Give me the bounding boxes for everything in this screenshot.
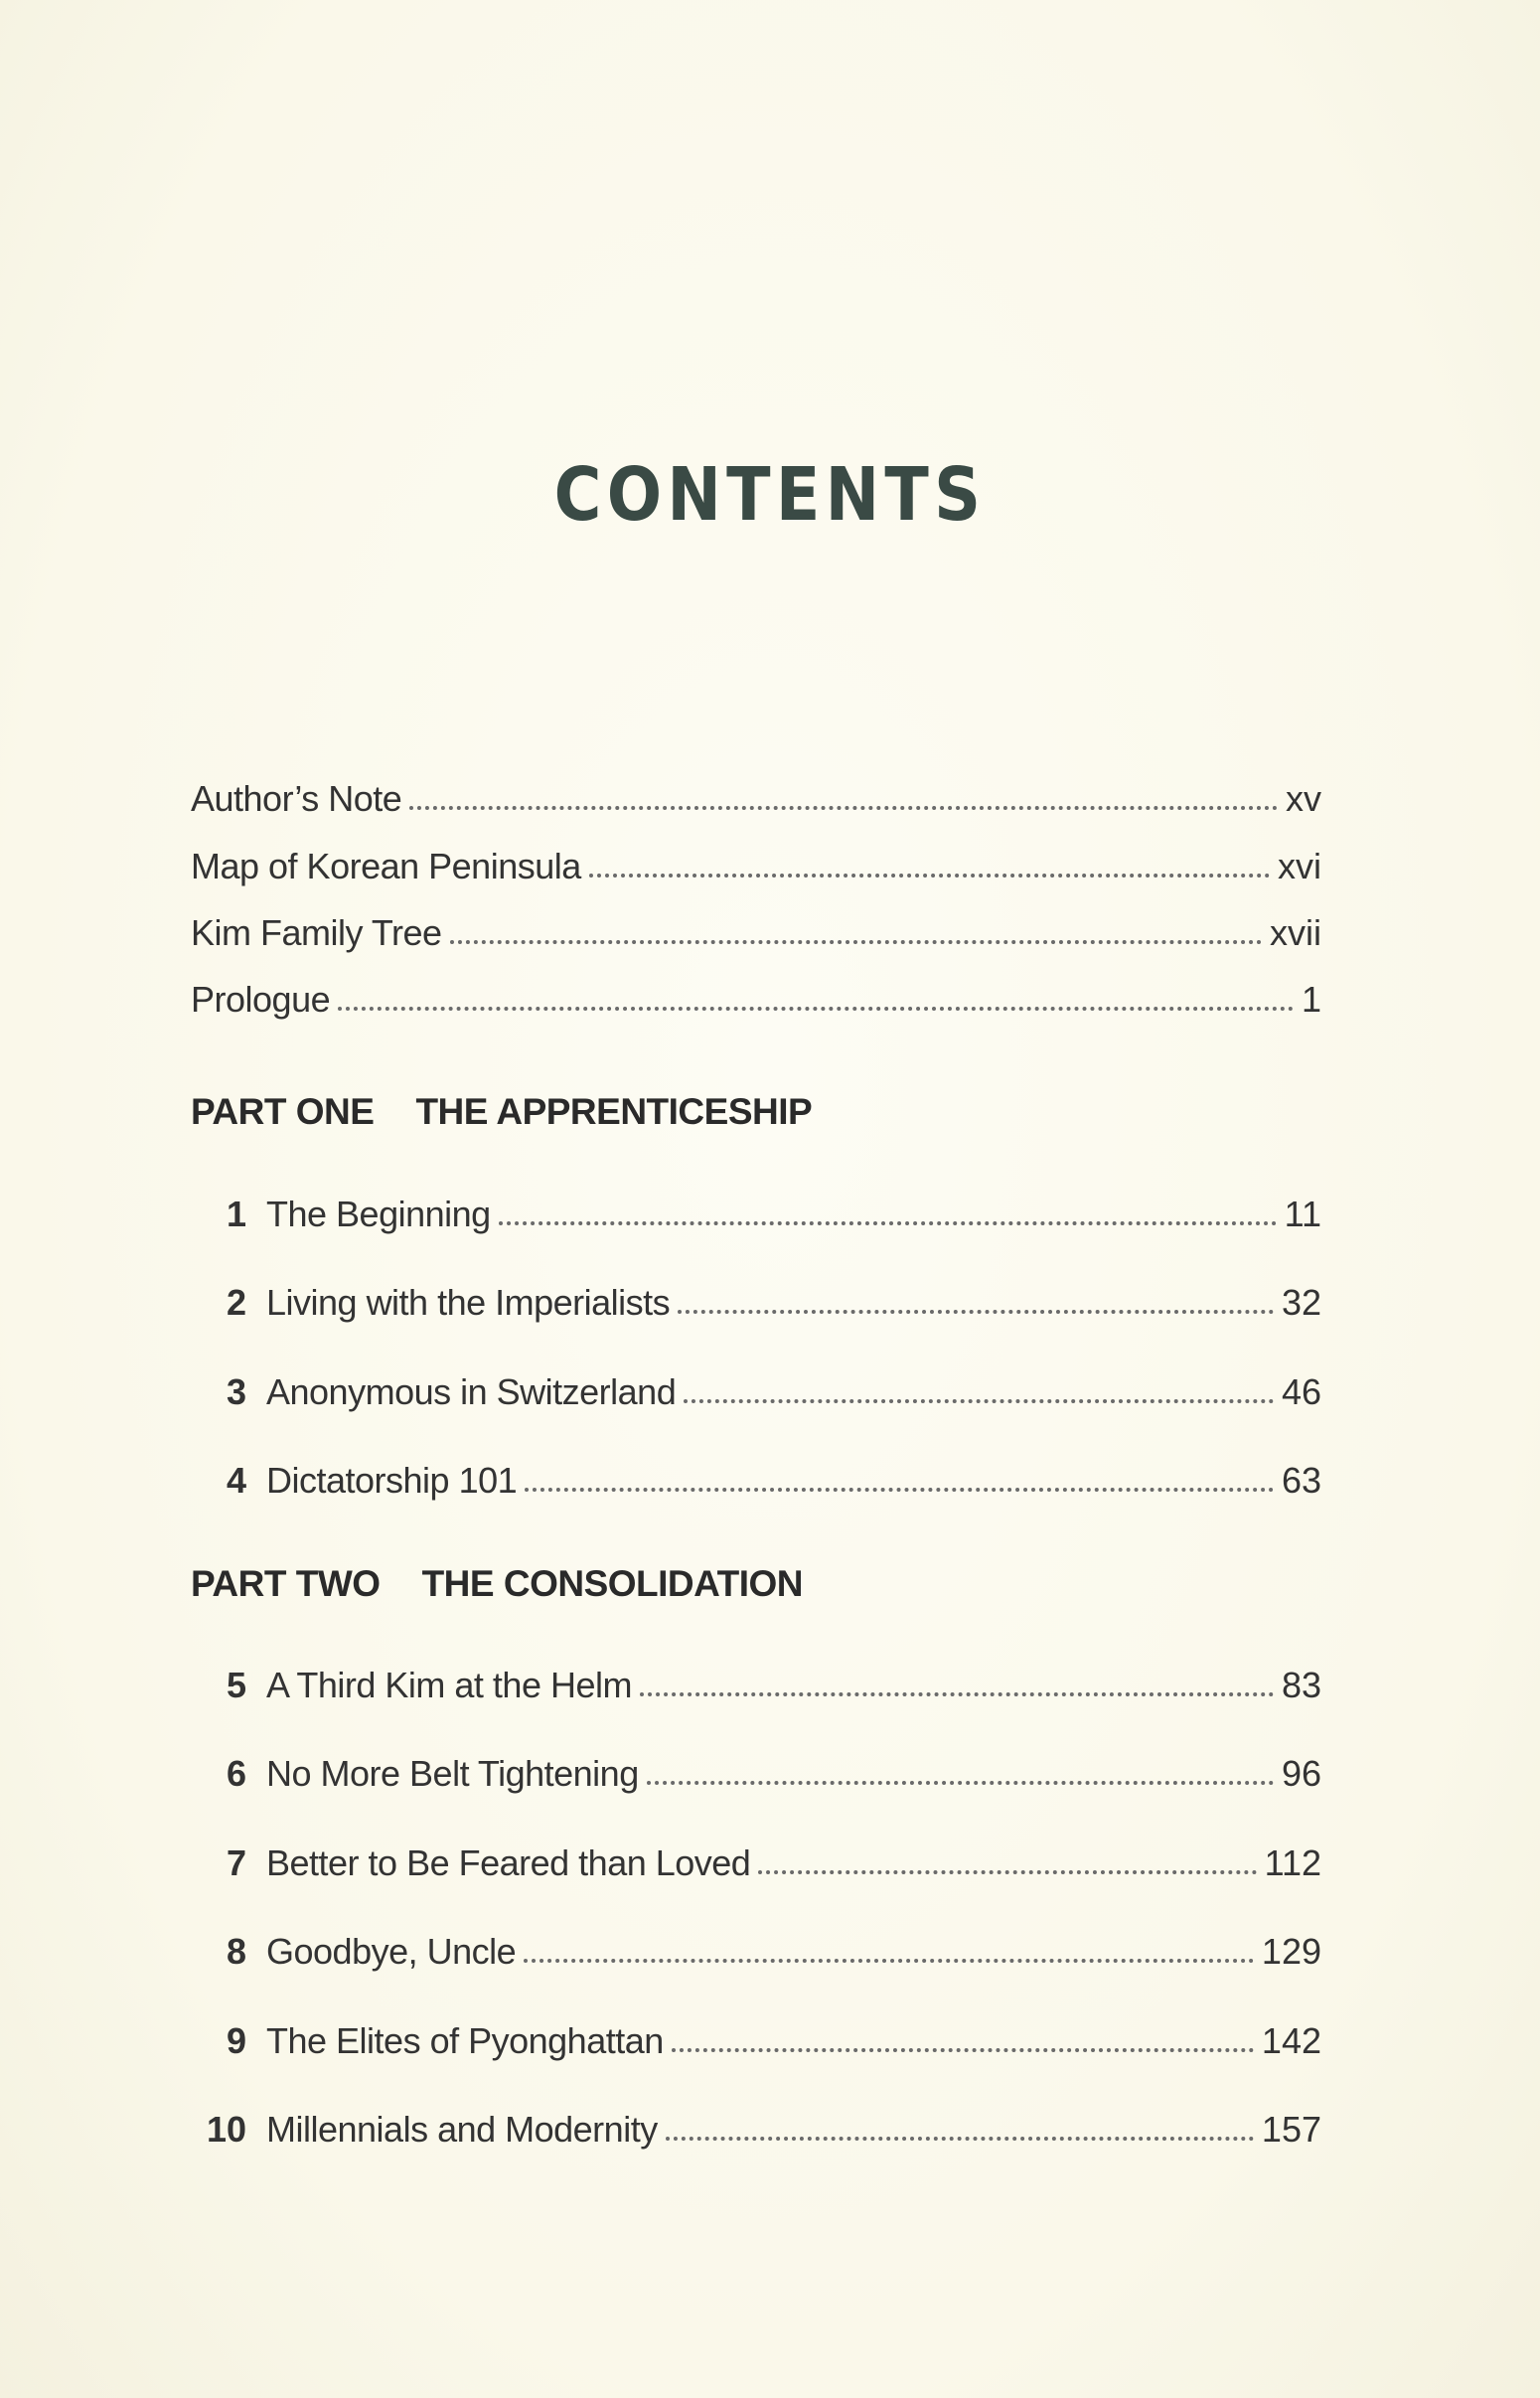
chapter-title: The Beginning (266, 1194, 491, 1234)
dot-leader (499, 1221, 1277, 1225)
chapter-number: 10 (206, 2109, 246, 2150)
dot-leader (684, 1399, 1274, 1403)
dot-leader (524, 1959, 1254, 1963)
part-title: THE APPRENTICESHIP (415, 1091, 813, 1132)
toc-chapter-7 (191, 1826, 1321, 1881)
toc-chapter-9 (191, 2003, 1321, 2059)
part-heading-one (191, 1091, 1321, 1133)
part-title: THE CONSOLIDATION (421, 1563, 803, 1604)
chapter-page-number: 112 (1264, 1842, 1321, 1883)
chapter-number: 9 (226, 2020, 246, 2061)
toc-chapter-4 (191, 1443, 1321, 1499)
chapter-page-number: 157 (1261, 2109, 1321, 2150)
chapter-page-number: 11 (1284, 1194, 1321, 1234)
page-title: CONTENTS (553, 452, 987, 538)
chapter-number: 8 (226, 1931, 246, 1972)
dot-leader (409, 806, 1278, 810)
toc-entry-prologue (191, 962, 1321, 1018)
dot-leader (647, 1781, 1274, 1785)
chapter-title: Living with the Imperialists (266, 1282, 671, 1323)
chapter-page-number: 142 (1261, 2020, 1321, 2061)
toc-chapter-5 (191, 1648, 1321, 1703)
entry-label: Map of Korean Peninsula (191, 846, 581, 886)
toc-entry-map (191, 829, 1321, 884)
toc-chapter-6 (191, 1736, 1321, 1792)
chapter-title: A Third Kim at the Helm (266, 1665, 632, 1705)
toc-chapter-1 (191, 1177, 1321, 1232)
chapter-title: Better to Be Feared than Loved (266, 1842, 751, 1883)
dot-leader (678, 1310, 1274, 1314)
dot-leader (338, 1007, 1294, 1011)
chapter-page-number: 83 (1281, 1665, 1321, 1705)
chapter-title: Millennials and Modernity (266, 2109, 658, 2150)
chapter-number: 1 (226, 1194, 246, 1234)
dot-leader (758, 1870, 1256, 1874)
chapter-page-number: 96 (1281, 1753, 1321, 1794)
chapter-page-number: 46 (1281, 1371, 1321, 1412)
entry-page-number: 1 (1301, 979, 1321, 1020)
part-label: PART TWO (191, 1563, 381, 1604)
chapter-title: Dictatorship 101 (266, 1460, 518, 1501)
chapter-page-number: 63 (1281, 1460, 1321, 1501)
chapter-page-number: 32 (1281, 1282, 1321, 1323)
dot-leader (640, 1692, 1274, 1696)
entry-page-number: xvi (1278, 846, 1321, 886)
entry-page-number: xv (1286, 778, 1321, 819)
chapter-number: 4 (226, 1460, 246, 1501)
toc-chapter-2 (191, 1265, 1321, 1321)
part-heading-two (191, 1563, 1321, 1605)
entry-label: Author’s Note (191, 778, 402, 819)
chapter-number: 6 (226, 1753, 246, 1794)
dot-leader (589, 874, 1270, 878)
entry-label: Kim Family Tree (191, 912, 442, 953)
dot-leader (672, 2048, 1254, 2052)
chapter-title: The Elites of Pyonghattan (266, 2020, 664, 2061)
chapter-title: No More Belt Tightening (266, 1753, 639, 1794)
toc-chapter-8 (191, 1914, 1321, 1970)
part-label: PART ONE (191, 1091, 375, 1132)
entry-page-number: xvii (1270, 912, 1321, 953)
toc-chapter-3 (191, 1355, 1321, 1410)
chapter-number: 3 (226, 1371, 246, 1412)
dot-leader (666, 2137, 1254, 2141)
chapter-title: Anonymous in Switzerland (266, 1371, 677, 1412)
dot-leader (450, 940, 1262, 944)
chapter-number: 7 (226, 1842, 246, 1883)
chapter-page-number: 129 (1261, 1931, 1321, 1972)
toc-entry-authors-note (191, 761, 1321, 817)
toc-entry-family-tree (191, 895, 1321, 951)
entry-label: Prologue (191, 979, 331, 1020)
chapter-number: 2 (226, 1282, 246, 1323)
dot-leader (525, 1488, 1274, 1492)
toc-chapter-10 (191, 2092, 1321, 2148)
chapter-number: 5 (226, 1665, 246, 1705)
chapter-title: Goodbye, Uncle (266, 1931, 517, 1972)
